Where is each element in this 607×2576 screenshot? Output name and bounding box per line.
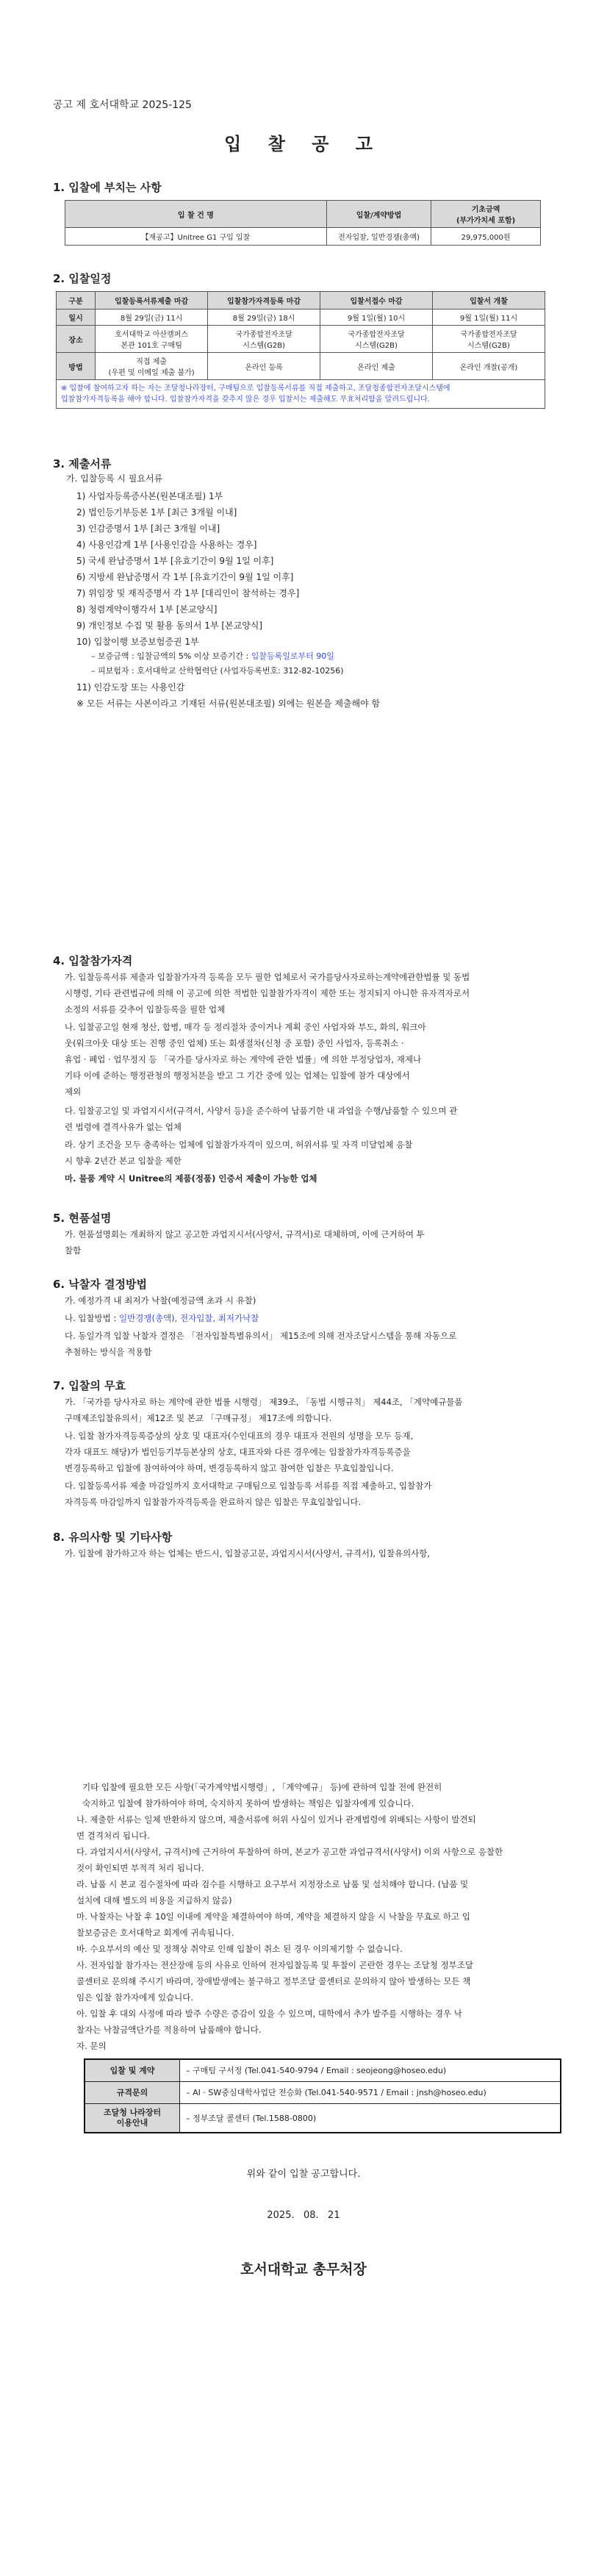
notice-number: 공고 제 호서대학교 2025-125 <box>53 99 192 111</box>
cell-item-name: 【재공고】Unitree G1 구입 입찰 <box>65 228 327 246</box>
doc-item: 4) 사용인감계 1부 [사용인감을 사용하는 경우] <box>76 540 257 550</box>
contact-table <box>84 2058 561 2133</box>
doc-item: 3) 인감증명서 1부 [최근 3개월 이내] <box>76 523 220 534</box>
schedule-table <box>56 291 545 409</box>
closing-date: 2025. 08. 21 <box>267 2210 340 2221</box>
section-6-heading: 6. 낙찰자 결정방법 <box>53 1278 148 1291</box>
s8-item-a: 아. 입찰 후 대외 사정에 따라 발주 수량은 증감이 있을 수 있으며, 대학에서 추가 발주를 시행하는 경우 낙 찰자는 낙찰금액단가를 적용하여 납품해야 합니다. <box>76 2008 462 2035</box>
schedule-row-label: 장소 <box>57 326 96 353</box>
doc-item: 6) 지방세 완납증명서 각 1부 [유효기간이 9월 1일 이후] <box>76 572 294 582</box>
s8-item-ja: 자. 문의 <box>76 2041 107 2051</box>
document-title: 입 찰 공 고 <box>224 134 383 154</box>
schedule-cell: 국가종합전자조달 시스템(G2B) <box>320 326 433 353</box>
schedule-cell: 온라인 제출 <box>320 353 433 380</box>
contact-label: 규격문의 <box>85 2081 180 2103</box>
cell-method: 전자입찰, 일반경쟁(총액) <box>326 228 431 246</box>
s8-item-sa: 사. 전자입찰 참가자는 전산장애 등의 사유로 인하여 전자입찰등록 및 투찰이 곤란한 경우는 조달청 정부조달 콜센터로 문의해 주시기 바라며, 장애발생에는 불구하고 정부조달 콜센터로 문의하지 않아 발생하는 모든 책 임은 입찰 참가자에게 있습니다. <box>76 1960 473 2003</box>
contact-value: – AI · SW중심대학사업단 전승화 (Tel.041-540-9571 / Email : jnsh@hoseo.edu) <box>180 2081 561 2103</box>
bond-amount <box>91 648 334 665</box>
bond-insured: – 피보험자 : 호서대학교 산학협력단 (사업자등록번호: 312-82-10256) <box>91 666 344 676</box>
s4-item-ma: 마. 물품 계약 시 Unitree의 제품(정품) 인증서 제출이 가능한 업체 <box>65 1173 317 1184</box>
doc-item: 5) 국세 완납증명서 1부 [유효기간이 9월 1일 이후] <box>76 556 274 566</box>
contact-label: 조달청 나라장터 이용안내 <box>85 2103 180 2133</box>
section-7-heading: 7. 입찰의 무효 <box>53 1379 126 1392</box>
schedule-header-cell: 입찰참가자격등록 마감 <box>208 292 320 310</box>
schedule-cell: 8월 29일(금) 11시 <box>96 310 208 326</box>
schedule-header-cell: 입찰등록서류제출 마감 <box>96 292 208 310</box>
s8-item-da: 다. 과업지시서(사양서, 규격서)에 근거하여 투찰하여 하며, 본교가 공고한 과업규격서(사양서) 이외 사항으로 응찰한 것이 확인되면 부적격 처리 됩니다. <box>76 1847 503 1873</box>
s4-item-da: 다. 입찰공고일 및 과업지시서(규격서, 사양서 등)을 준수하여 납품기한 내 과업을 수행/납품할 수 있으며 관 련 법령에 결격사유가 없는 업체 <box>65 1106 458 1132</box>
doc-item: 2) 법인등기부등본 1부 [최근 3개월 이내] <box>76 507 237 518</box>
section-5-heading: 5. 현품설명 <box>53 1212 112 1225</box>
section-8-heading: 8. 유의사항 및 기타사항 <box>53 1531 173 1544</box>
section-1-heading: 1. 입찰에 부치는 사항 <box>53 181 162 194</box>
s8-item-ba: 바. 수요부서의 예산 및 정책상 취약로 인해 입찰이 취소 된 경우 이의제기할 수 없습니다. <box>76 1944 403 1954</box>
s4-item-na: 나. 입찰공고일 현재 청산, 합병, 매각 등 정리절차 중이거나 계획 중인 사업자와 부도, 화의, 워크아 웃(워크아웃 대상 또는 진행 중인 업체) 또는 회생절차(신청 중 포함) 중인 사업자, 등록취소 · 휴업 · 폐업 · 업무정지 등 「국가를 당사자로 하는 계약에 관한 법률」에 의한 부정당업자, 재제나 기타 이에 준하는 행정관청의 행정처분을 받고 그 기간 중에 있는 업체는 입찰에 참가 대상에서 제외 <box>65 1022 426 1097</box>
s4-item-ra: 라. 상기 조건을 모두 충족하는 업체에 입찰참가자격이 있으며, 허위서류 및 자격 미달업체 응찰 시 향후 2년간 본교 입찰을 제한 <box>65 1139 413 1166</box>
col-item-name: 입 찰 건 명 <box>65 201 327 228</box>
schedule-cell: 온라인 개찰(공개) <box>433 353 545 380</box>
schedule-cell: 국가종합전자조달 시스템(G2B) <box>208 326 320 353</box>
signer: 호서대학교 총무처장 <box>240 2261 367 2278</box>
section-2-heading: 2. 입찰일정 <box>53 272 112 285</box>
schedule-cell: 온라인 등록 <box>208 353 320 380</box>
doc-item: 1) 사업자등록증사본(원본대조필) 1부 <box>76 491 223 501</box>
closing-line: 위와 같이 입찰 공고합니다. <box>246 2169 361 2180</box>
schedule-row-label: 방법 <box>57 353 96 380</box>
schedule-header-cell: 입찰서접수 마감 <box>320 292 433 310</box>
s8-item-ra: 라. 납품 시 본교 검수절차에 따라 검수를 시행하고 요구부서 지정장소로 납품 및 설치해야 합니다. (납품 및 설치에 대해 별도의 비용을 지급하지 않음) <box>76 1879 469 1906</box>
contact-value: – 정부조달 콜센터 (Tel.1588-0800) <box>180 2103 561 2133</box>
s6-na-prefix: 나. 입찰방법 : <box>65 1313 120 1323</box>
s6-item-ga: 가. 예정가격 내 최저가 낙찰(예정금액 초과 시 유찰) <box>65 1295 256 1306</box>
s6-item-da: 다. 동일가격 입찰 낙찰자 결정은 「전자입찰특별유의서」 제15조에 의해 전자조달시스템을 통해 자동으로 추첨하는 방식을 적용함 <box>65 1331 457 1357</box>
schedule-cell: 국가종합전자조달 시스템(G2B) <box>433 326 545 353</box>
schedule-cell: 9월 1일(월) 11시 <box>433 310 545 326</box>
col-method: 입찰/계약방법 <box>326 201 431 228</box>
bid-item-table <box>65 200 541 246</box>
doc-item: 7) 위임장 및 재직증명서 각 1부 [대리인이 참석하는 경우] <box>76 588 300 598</box>
s8-item-ga-cont: 기타 입찰에 필요한 모든 사항(「국가계약법시행령」, 「계약예규」 등)에 관하여 입찰 전에 완전히 숙지하고 입찰에 참가하여야 하며, 숙지하지 못하여 발생하는 책임은 입찰자에게 있습니다. <box>82 1782 442 1808</box>
doc-item: 9) 개인정보 수집 및 활용 동의서 1부 [본교양식] <box>76 620 263 631</box>
doc-item: 8) 청렴계약이행각서 1부 [본교양식] <box>76 604 218 615</box>
s8-item-ga: 가. 입찰에 참가하고자 하는 업체는 반드시, 입찰공고문, 과업지시서(사양서, 규격서), 입찰유의사항, <box>65 1548 431 1559</box>
schedule-header-cell: 입찰서 개찰 <box>433 292 545 310</box>
section-4-heading: 4. 입찰참가자격 <box>53 954 133 967</box>
contact-value: – 구매팀 구서정 (Tel.041-540-9794 / Email : seojeong@hoseo.edu) <box>180 2059 561 2081</box>
schedule-cell: 9월 1일(월) 10시 <box>320 310 433 326</box>
s7-item-ga: 가. 「국가를 당사자로 하는 계약에 관한 법률 시행령」 제39조, 「동법 시행규칙」 제44조, 「계약예규물품 구매제조입찰유의서」제12조 및 본교 「구매규정」 제17조에 의함니다. <box>65 1397 463 1423</box>
schedule-cell: 호서대학교 아산캠퍼스 본관 101호 구매팀 <box>96 326 208 353</box>
section-3-heading: 3. 제출서류 <box>53 457 112 471</box>
schedule-cell: 8월 29일(금) 18시 <box>208 310 320 326</box>
schedule-note: ※ 입찰에 참여하고자 하는 자는 조달청나라장터, 구매팀으로 입찰등록서류를 직접 제출하고, 조달청종합전자조달시스템에 입찰참가자격등록을 해야 합니다. 입찰참가자격을 갖추지 않은 경우 입찰서는 제출해도 무효처리함을 알려드립니다. <box>57 380 545 409</box>
cell-base-amount: 29,975,000원 <box>431 228 541 246</box>
section-3-sub: 가. 입찰등록 시 필요서류 <box>66 473 163 484</box>
s7-item-da: 다. 입찰등록서류 제출 마감일까지 호서대학교 구매팀으로 입찰등록 서류를 직접 제출하고, 입찰참가 자격등록 마감일까지 입찰참가자격등록을 완료하지 않은 입찰은 무효입찰입니다. <box>65 1481 432 1507</box>
doc-item: 11) 인감도장 또는 사용인감 <box>76 682 185 693</box>
s6-item-na <box>65 1310 259 1326</box>
doc-item: 10) 입찰이행 보증보험증권 1부 <box>76 637 199 647</box>
bond-period: 입찰등록일로부터 90일 <box>251 651 334 661</box>
s7-item-na: 나. 입찰 참가자격등록증상의 상호 및 대표자(수인대표의 경우 대표자 전원의 성명을 모두 등재, 각자 대표도 해당)가 법인등기부등본상의 상호, 대표자와 다른 경우에는 입찰참가자격등록증을 변경등록하고 입찰에 참여하여야 하며, 변경등록하지 않고 참여한 입찰은 무효입찰입니다. <box>65 1431 414 1473</box>
schedule-header-cell: 구분 <box>57 292 96 310</box>
bond-amount-prefix: – 보증금액 : 입찰금액의 5% 이상 보증기간 : <box>91 651 251 661</box>
s4-item-ga: 가. 입찰등록서류 제출과 입찰참가자격 등록을 모두 필한 업체로서 국가를당사자로하는계약에관한법률 및 동법 시행령, 기타 관련법규에 의해 이 공고에 의한 적법한 입찰참가자격이 제한 또는 정지되지 아니한 유자격자로서 소정의 서류를 갖추어 입찰등록을 필한 업체 <box>65 972 470 1015</box>
s8-item-ma: 마. 낙찰자는 낙찰 후 10일 이내에 계약을 체결하여야 하며, 계약을 체결하지 않을 시 낙찰을 무효로 하고 입 찰보증금은 호서대학교 회계에 귀속됩니다. <box>76 1911 470 1938</box>
contact-label: 입찰 및 계약 <box>85 2059 180 2081</box>
col-base-amount: 기초금액 (부가가치세 포함) <box>431 201 541 228</box>
schedule-row-label: 일시 <box>57 310 96 326</box>
doc-note: ※ 모든 서류는 사본이라고 기재된 서류(원본대조필) 외에는 원본을 제출해야 함 <box>76 698 381 709</box>
s5-item-ga: 가. 현품설명회는 개최하지 않고 공고한 과업지시서(사양서, 규격서)로 대체하며, 이에 근거하여 투 찰함 <box>65 1229 425 1256</box>
bid-method-highlight: 일반경쟁(총액), 전자입찰, 최저가낙찰 <box>119 1313 259 1323</box>
schedule-cell: 직접 제출 (우편 및 이메일 제출 불가) <box>96 353 208 380</box>
s8-item-na: 나. 제출한 서류는 일체 반환하지 않으며, 제출서류에 허위 사실이 있거나 관계법령에 위배되는 사항이 발견되 면 결격처리 됩니다. <box>76 1814 476 1841</box>
